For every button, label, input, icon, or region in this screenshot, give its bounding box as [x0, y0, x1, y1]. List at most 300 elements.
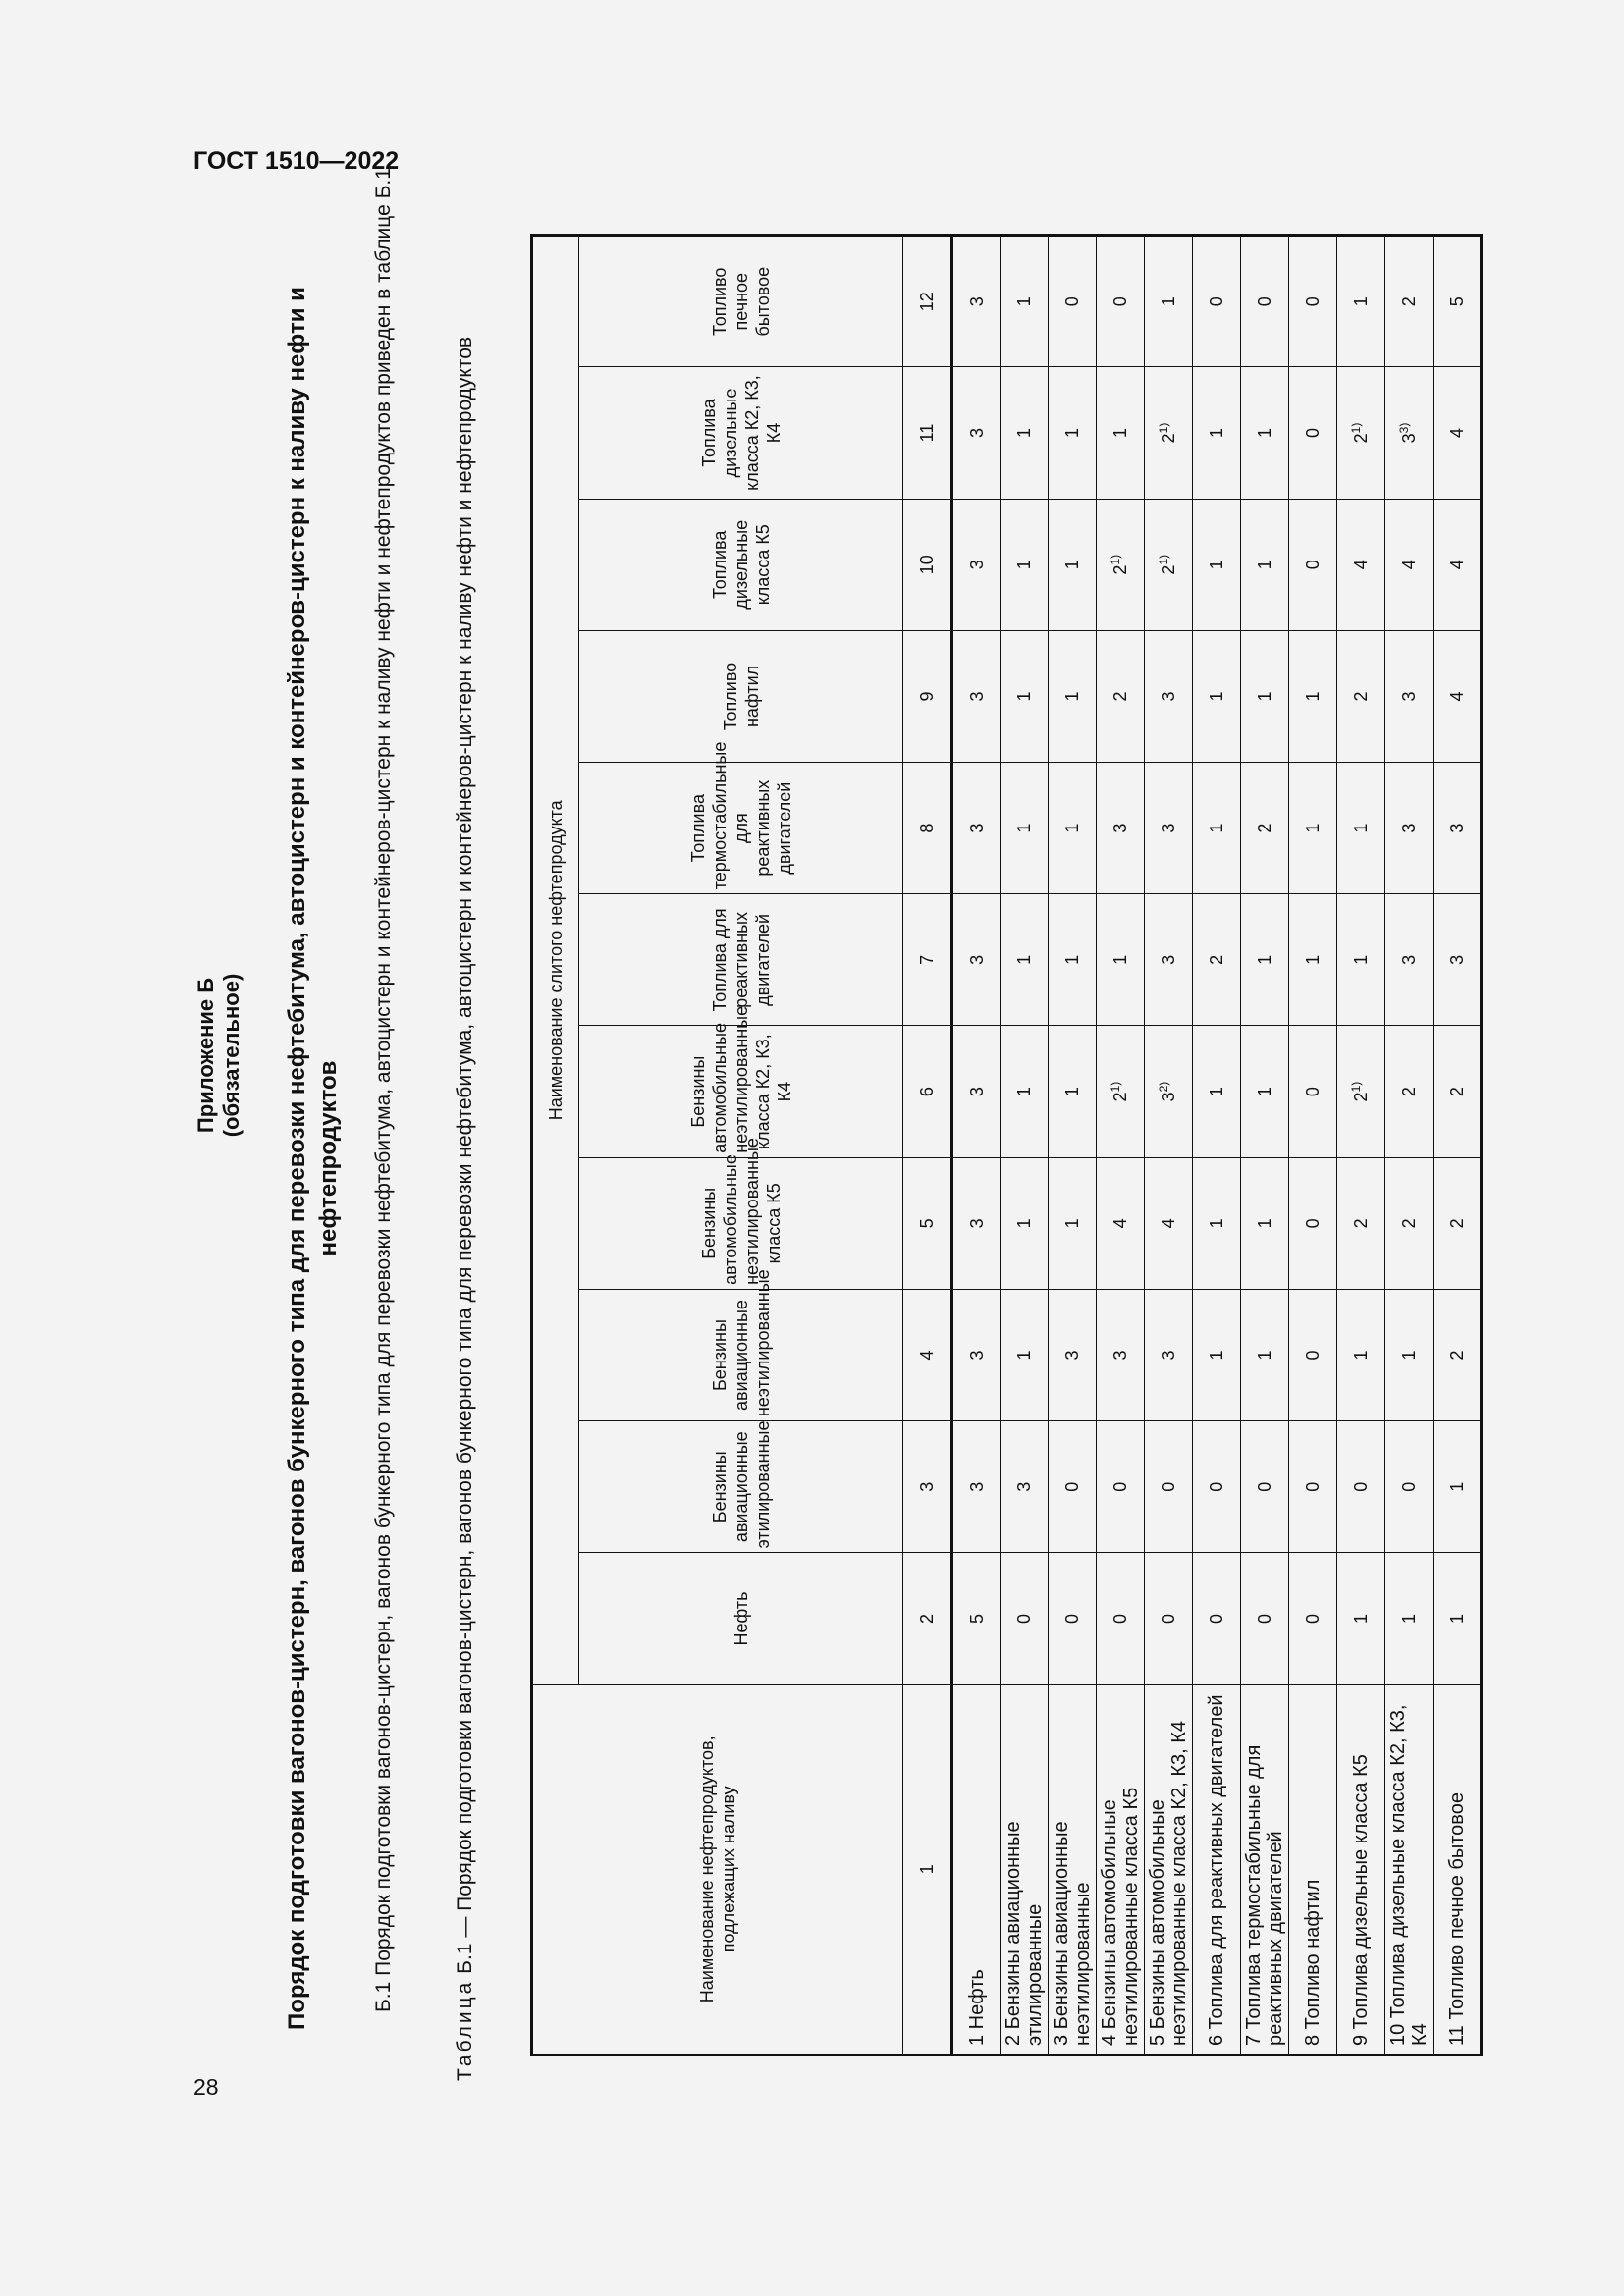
footnote-marker: 1)	[1349, 422, 1363, 434]
cell-value: 3	[1014, 1481, 1034, 1492]
cell-value: 3	[1110, 1350, 1130, 1361]
column-header: Нефть	[579, 1553, 903, 1684]
cell-value: 3	[1110, 823, 1130, 833]
value-cell	[1193, 499, 1241, 630]
page-number: 28	[193, 2074, 219, 2100]
value-cell	[1337, 367, 1385, 499]
value-cell	[1193, 1421, 1241, 1553]
column-number: 3	[903, 1421, 952, 1553]
value-cell	[952, 236, 1001, 367]
value-cell	[1434, 1026, 1482, 1157]
row-name: 4 Бензины автомобильные неэтилированные класса К5	[1097, 1684, 1145, 2055]
value-cell	[1289, 1026, 1337, 1157]
table-row	[1049, 236, 1097, 2056]
column-number: 6	[903, 1026, 952, 1157]
value-cell	[1145, 236, 1193, 367]
cell-value: 1	[1351, 1350, 1371, 1361]
column-number: 7	[903, 894, 952, 1026]
value-cell	[1289, 763, 1337, 894]
cell-value: 1	[1014, 954, 1034, 965]
value-cell	[1145, 1157, 1193, 1289]
cell-value: 3	[966, 1350, 987, 1361]
value-cell	[952, 894, 1001, 1026]
value-cell	[1337, 1289, 1385, 1420]
row-name: 9 Топлива дизельные класса К5	[1337, 1684, 1385, 2055]
value-cell	[1001, 1026, 1049, 1157]
value-cell	[1097, 763, 1145, 894]
value-cell	[1385, 763, 1434, 894]
footnote-marker: 1)	[1109, 1081, 1122, 1093]
value-cell	[1337, 894, 1385, 1026]
cell-value: 0	[1303, 296, 1323, 307]
value-cell	[1145, 763, 1193, 894]
cell-value: 0	[1062, 1481, 1082, 1492]
value-cell	[952, 1157, 1001, 1289]
value-cell	[1337, 236, 1385, 367]
cell-value: 1	[1207, 1087, 1226, 1097]
column-number: 10	[903, 499, 952, 630]
table-row	[1385, 236, 1434, 2056]
column-header: Бензины авиационные неэтилированные	[579, 1289, 903, 1420]
cell-value: 1	[1255, 1218, 1274, 1229]
cell-value: 1	[1110, 954, 1130, 965]
value-cell	[952, 1289, 1001, 1420]
value-cell	[1385, 630, 1434, 762]
cell-value: 1	[1351, 296, 1371, 307]
appendix-status: (обязательное)	[219, 973, 244, 1138]
row-name: 8 Топливо нафтил	[1289, 1684, 1337, 2055]
cell-value: 1	[1351, 823, 1371, 833]
footnote-marker: 1)	[1109, 554, 1122, 565]
value-cell	[1049, 1157, 1097, 1289]
row-name: 5 Бензины автомобильные неэтилированные класса К2, К3, К4	[1145, 1684, 1193, 2055]
cell-value: 1	[1446, 1613, 1467, 1624]
value-cell	[1385, 1421, 1434, 1553]
cell-value: 1	[1014, 1218, 1034, 1229]
column-header: Топлива дизельные класса К5	[579, 499, 903, 630]
value-cell	[1049, 499, 1097, 630]
cell-value: 5	[966, 1613, 987, 1624]
cell-value: 3	[1446, 954, 1467, 965]
value-cell	[1145, 1553, 1193, 1684]
value-cell	[1385, 236, 1434, 367]
cell-value: 3	[1159, 1350, 1178, 1361]
value-cell	[1337, 1157, 1385, 1289]
value-cell	[1434, 1289, 1482, 1420]
cell-value: 1	[1062, 823, 1082, 833]
cell-value: 0	[1351, 1481, 1371, 1492]
cell-value: 1	[1014, 560, 1034, 570]
value-cell	[1001, 1553, 1049, 1684]
cell-value: 3	[966, 691, 987, 702]
cell-value: 1	[1399, 1613, 1419, 1624]
cell-value: 2	[1159, 433, 1178, 444]
row-header-cell: Наименование нефтепродуктов, подлежащих наливу	[532, 1684, 903, 2055]
cell-value: 1	[1255, 1087, 1274, 1097]
column-number: 9	[903, 630, 952, 762]
cell-value: 2	[1399, 1218, 1419, 1229]
cell-value: 3	[966, 560, 987, 570]
value-cell	[1049, 236, 1097, 367]
footnote-marker: 1)	[1157, 554, 1170, 565]
value-cell	[1241, 499, 1289, 630]
cell-value: 0	[1303, 560, 1323, 570]
cell-value: 1	[1303, 954, 1323, 965]
cell-value: 1	[1255, 428, 1274, 439]
table-row	[1337, 236, 1385, 2056]
table-caption-word: Таблица	[454, 1979, 476, 2081]
value-cell	[1289, 367, 1337, 499]
table-row	[952, 236, 1001, 2056]
cell-value: 1	[1255, 954, 1274, 965]
value-cell	[1241, 236, 1289, 367]
value-cell	[1145, 1289, 1193, 1420]
value-cell	[1193, 1157, 1241, 1289]
value-cell	[1289, 1157, 1337, 1289]
value-cell	[1385, 1289, 1434, 1420]
value-cell	[1241, 1026, 1289, 1157]
value-cell	[1097, 367, 1145, 499]
cell-value: 1	[1207, 1350, 1226, 1361]
cell-value: 0	[1303, 1350, 1323, 1361]
cell-value: 3	[966, 1087, 987, 1097]
column-header: Топливо нафтил	[579, 630, 903, 762]
cell-value: 0	[1062, 296, 1082, 307]
value-cell	[1001, 1289, 1049, 1420]
cell-value: 0	[1399, 1481, 1419, 1492]
cell-value: 0	[1159, 1481, 1178, 1492]
value-cell	[1001, 236, 1049, 367]
cell-value: 0	[1303, 1218, 1323, 1229]
value-cell	[1097, 1026, 1145, 1157]
cell-value: 2	[1446, 1218, 1467, 1229]
value-cell	[1145, 1026, 1193, 1157]
value-cell	[1145, 894, 1193, 1026]
cell-value: 0	[1207, 1613, 1226, 1624]
cell-value: 3	[1159, 691, 1178, 702]
body-paragraph: Б.1 Порядок подготовки вагонов-цистерн, вагонов бункерного типа для перевозки нефтебитума, автоцистерн и контейнеров-цистерн к наливу нефти и нефтепродуктов приведен в таблице Б.1.	[372, 162, 395, 2012]
value-cell	[1097, 1157, 1145, 1289]
row-name: 2 Бензины авиационные этилированные	[1001, 1684, 1049, 2055]
value-cell	[1049, 1553, 1097, 1684]
cell-value: 0	[1255, 1481, 1274, 1492]
cell-value: 2	[1110, 691, 1130, 702]
column-header: Топлива термостабильные для реактивных двигателей	[579, 763, 903, 894]
value-cell	[1289, 1289, 1337, 1420]
value-cell	[1289, 1553, 1337, 1684]
value-cell	[1049, 894, 1097, 1026]
row-name: 11 Топливо печное бытовое	[1434, 1684, 1482, 2055]
cell-value: 2	[1351, 691, 1371, 702]
column-header: Бензины авиационные этилированные	[579, 1421, 903, 1553]
value-cell	[952, 367, 1001, 499]
cell-value: 2	[1351, 1218, 1371, 1229]
cell-value: 1	[1351, 954, 1371, 965]
value-cell	[1049, 1421, 1097, 1553]
table-caption	[452, 20, 478, 2081]
value-cell	[1434, 499, 1482, 630]
value-cell	[1241, 367, 1289, 499]
value-cell	[1289, 894, 1337, 1026]
value-cell	[1097, 1289, 1145, 1420]
cell-value: 1	[1207, 560, 1226, 570]
cell-value: 3	[1159, 954, 1178, 965]
row-name: 7 Топлива термостабильные для реактивных двигателей	[1241, 1684, 1289, 2055]
column-header: Топливо печное бытовое	[579, 236, 903, 367]
cell-value: 2	[1110, 564, 1130, 575]
value-cell	[1337, 499, 1385, 630]
cell-value: 1	[1062, 691, 1082, 702]
cell-value: 3	[966, 1481, 987, 1492]
row-name: 10 Топлива дизельные класса К2, К3, К4	[1385, 1684, 1434, 2055]
value-cell	[1193, 1553, 1241, 1684]
value-cell	[1001, 499, 1049, 630]
value-cell	[1049, 367, 1097, 499]
column-number: 4	[903, 1289, 952, 1420]
cell-value: 0	[1159, 1613, 1178, 1624]
value-cell	[1097, 630, 1145, 762]
cell-value: 1	[1062, 1087, 1082, 1097]
value-cell	[1097, 236, 1145, 367]
value-cell	[1241, 1553, 1289, 1684]
table-row	[1193, 236, 1241, 2056]
cell-value: 0	[1207, 296, 1226, 307]
cell-value: 2	[1399, 1087, 1419, 1097]
value-cell	[1337, 630, 1385, 762]
cell-value: 3	[1399, 691, 1419, 702]
cell-value: 1	[1207, 428, 1226, 439]
footnote-marker: 2)	[1157, 1081, 1170, 1093]
column-number: 11	[903, 367, 952, 499]
cell-value: 1	[1159, 296, 1178, 307]
cell-value: 4	[1351, 560, 1371, 570]
value-cell	[1001, 630, 1049, 762]
column-number: 5	[903, 1157, 952, 1289]
cell-value: 2	[1159, 564, 1178, 575]
cell-value: 5	[1446, 296, 1467, 307]
value-cell	[1434, 1421, 1482, 1553]
value-cell	[1289, 236, 1337, 367]
cell-value: 4	[1446, 691, 1467, 702]
cell-value: 3	[1399, 823, 1419, 833]
value-cell	[1385, 367, 1434, 499]
cell-value: 1	[1446, 1481, 1467, 1492]
value-cell	[1145, 630, 1193, 762]
value-cell	[1385, 1157, 1434, 1289]
cell-value: 1	[1255, 691, 1274, 702]
cell-value: 2	[1110, 1092, 1130, 1102]
footnote-marker: 1)	[1349, 1081, 1363, 1093]
footnote-marker: 3)	[1397, 422, 1411, 434]
value-cell	[1434, 894, 1482, 1026]
column-header: Бензины автомобильные неэтилированные класса К5	[579, 1157, 903, 1289]
data-table	[530, 234, 1483, 2056]
cell-value: 1	[1207, 823, 1226, 833]
cell-value: 1	[1014, 1350, 1034, 1361]
cell-value: 1	[1062, 560, 1082, 570]
group-header-cell: Наименование слитого нефтепродукта	[532, 236, 579, 1685]
cell-value: 1	[1014, 823, 1034, 833]
cell-value: 2	[1255, 823, 1274, 833]
column-number: 12	[903, 236, 952, 367]
rotated-page-content	[193, 0, 1499, 2110]
value-cell	[1385, 1553, 1434, 1684]
value-cell	[1097, 894, 1145, 1026]
appendix-title: Приложение Б	[193, 977, 218, 1134]
cell-value: 0	[1110, 1613, 1130, 1624]
cell-value: 1	[1062, 428, 1082, 439]
appendix-label	[193, 0, 244, 2110]
cell-value: 3	[966, 823, 987, 833]
cell-value: 1	[1351, 1613, 1371, 1624]
cell-value: 3	[1159, 1092, 1178, 1102]
cell-value: 0	[1303, 428, 1323, 439]
cell-value: 0	[1255, 1613, 1274, 1624]
value-cell	[1385, 894, 1434, 1026]
value-cell	[952, 1421, 1001, 1553]
value-cell	[1193, 367, 1241, 499]
value-cell	[1049, 1289, 1097, 1420]
value-cell	[1434, 1553, 1482, 1684]
cell-value: 0	[1255, 296, 1274, 307]
value-cell	[1289, 499, 1337, 630]
cell-value: 3	[1446, 823, 1467, 833]
cell-value: 4	[1399, 560, 1419, 570]
table-caption-text: Б.1 — Порядок подготовки вагонов-цистерн, вагонов бункерного типа для перевозки нефтебитума, автоцистерн и контейнеров-цистерн к наливу нефти и нефтепродуктов	[454, 336, 476, 1974]
cell-value: 1	[1014, 691, 1034, 702]
value-cell	[1097, 1421, 1145, 1553]
cell-value: 0	[1062, 1613, 1082, 1624]
value-cell	[1193, 630, 1241, 762]
value-cell	[1289, 1421, 1337, 1553]
value-cell	[1097, 499, 1145, 630]
cell-value: 3	[966, 1218, 987, 1229]
column-header: Бензины автомобильные неэтилированные класса К2, К3, К4	[579, 1026, 903, 1157]
value-cell	[1193, 236, 1241, 367]
value-cell	[1385, 1026, 1434, 1157]
row-name: 3 Бензины авиационные неэтилированные	[1049, 1684, 1097, 2055]
cell-value: 1	[1014, 296, 1034, 307]
value-cell	[1241, 630, 1289, 762]
table-row	[1001, 236, 1049, 2056]
value-cell	[952, 1026, 1001, 1157]
cell-value: 3	[966, 954, 987, 965]
cell-value: 1	[1255, 560, 1274, 570]
table-row	[1289, 236, 1337, 2056]
value-cell	[952, 763, 1001, 894]
value-cell	[952, 630, 1001, 762]
column-header: Топлива дизельные класса К2, К3, К4	[579, 367, 903, 499]
value-cell	[1241, 1421, 1289, 1553]
value-cell	[1241, 1157, 1289, 1289]
value-cell	[1385, 499, 1434, 630]
cell-value: 1	[1207, 691, 1226, 702]
cell-value: 1	[1014, 1087, 1034, 1097]
value-cell	[1049, 1026, 1097, 1157]
value-cell	[1337, 1026, 1385, 1157]
value-cell	[1193, 1289, 1241, 1420]
cell-value: 1	[1062, 954, 1082, 965]
cell-value: 0	[1303, 1481, 1323, 1492]
cell-value: 0	[1110, 296, 1130, 307]
value-cell	[1241, 763, 1289, 894]
cell-value: 1	[1207, 1218, 1226, 1229]
cell-value: 0	[1110, 1481, 1130, 1492]
value-cell	[1145, 499, 1193, 630]
value-cell	[952, 1553, 1001, 1684]
value-cell	[1145, 367, 1193, 499]
cell-value: 4	[1446, 560, 1467, 570]
cell-value: 3	[1159, 823, 1178, 833]
standard-number: ГОСТ 1510—2022	[193, 147, 400, 175]
cell-value: 1	[1014, 428, 1034, 439]
cell-value: 4	[1110, 1218, 1130, 1229]
value-cell	[1434, 1157, 1482, 1289]
value-cell	[952, 499, 1001, 630]
cell-value: 1	[1303, 823, 1323, 833]
value-cell	[1289, 630, 1337, 762]
value-cell	[1434, 236, 1482, 367]
table-row	[1097, 236, 1145, 2056]
cell-value: 2	[1351, 433, 1371, 444]
cell-value: 4	[1446, 428, 1467, 439]
row-name: 1 Нефть	[952, 1684, 1001, 2055]
cell-value: 4	[1159, 1218, 1178, 1229]
cell-value: 3	[1399, 433, 1419, 444]
value-cell	[1241, 1289, 1289, 1420]
value-cell	[1145, 1421, 1193, 1553]
value-cell	[1001, 1157, 1049, 1289]
column-number: 1	[903, 1684, 952, 2055]
value-cell	[1001, 1421, 1049, 1553]
cell-value: 3	[1399, 954, 1419, 965]
cell-value: 1	[1255, 1350, 1274, 1361]
cell-value: 3	[966, 296, 987, 307]
cell-value: 1	[1062, 1218, 1082, 1229]
value-cell	[1193, 1026, 1241, 1157]
value-cell	[1434, 630, 1482, 762]
value-cell	[1097, 1553, 1145, 1684]
cell-value: 1	[1399, 1350, 1419, 1361]
cell-value: 0	[1303, 1613, 1323, 1624]
cell-value: 0	[1303, 1087, 1323, 1097]
value-cell	[1434, 763, 1482, 894]
footnote-marker: 1)	[1157, 422, 1170, 434]
cell-value: 2	[1207, 954, 1226, 965]
value-cell	[1241, 894, 1289, 1026]
cell-value: 3	[966, 428, 987, 439]
cell-value: 2	[1351, 1092, 1371, 1102]
cell-value: 2	[1399, 296, 1419, 307]
value-cell	[1049, 630, 1097, 762]
cell-value: 0	[1014, 1613, 1034, 1624]
row-name: 6 Топлива для реактивных двигателей	[1193, 1684, 1241, 2055]
cell-value: 1	[1303, 691, 1323, 702]
cell-value: 0	[1207, 1481, 1226, 1492]
appendix-heading: Порядок подготовки вагонов-цистерн, вагонов бункерного типа для перевозки нефтебитума, автоцистерн и контейнеров-цистерн к наливу нефти и нефтепродуктов	[284, 287, 342, 2030]
value-cell	[1001, 367, 1049, 499]
value-cell	[1001, 894, 1049, 1026]
value-cell	[1337, 1553, 1385, 1684]
column-number: 2	[903, 1553, 952, 1684]
value-cell	[1001, 763, 1049, 894]
value-cell	[1337, 763, 1385, 894]
value-cell	[1434, 367, 1482, 499]
column-header: Топлива для реактивных двигателей	[579, 894, 903, 1026]
value-cell	[1337, 1421, 1385, 1553]
column-number: 8	[903, 763, 952, 894]
cell-value: 1	[1110, 428, 1130, 439]
